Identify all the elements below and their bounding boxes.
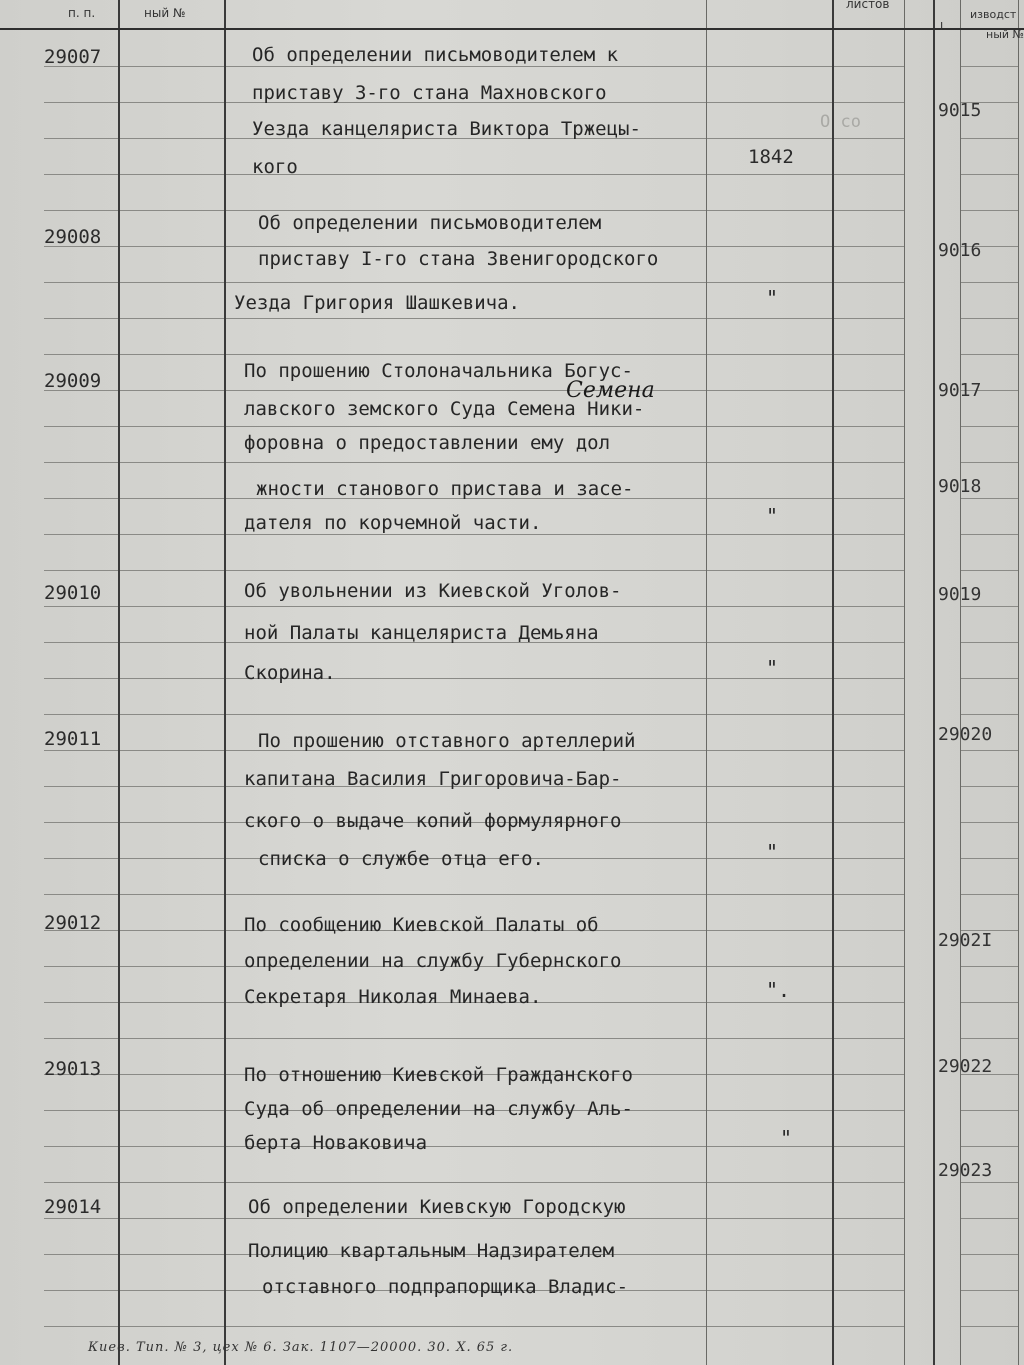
ruled-line bbox=[118, 174, 224, 175]
ruled-line bbox=[224, 894, 706, 895]
ruled-line bbox=[832, 642, 904, 643]
entry-line: приставу 3-го стана Махновского bbox=[252, 82, 607, 104]
ruled-line bbox=[224, 534, 706, 535]
ruled-line bbox=[224, 426, 706, 427]
ruled-line bbox=[960, 570, 1018, 571]
entry-number: 29012 bbox=[44, 912, 102, 934]
ruled-line bbox=[44, 1326, 118, 1327]
ruled-line bbox=[44, 426, 118, 427]
ruled-line bbox=[832, 102, 904, 103]
ruled-line bbox=[44, 210, 118, 211]
entry-number: 29009 bbox=[44, 370, 102, 392]
ruled-line bbox=[706, 354, 832, 355]
ruled-line bbox=[224, 714, 706, 715]
ruled-line bbox=[44, 174, 118, 175]
ruled-line bbox=[118, 426, 224, 427]
ruled-line bbox=[706, 606, 832, 607]
ruled-line bbox=[960, 642, 1018, 643]
ruled-line bbox=[118, 822, 224, 823]
ruled-line bbox=[118, 282, 224, 283]
ruled-line bbox=[44, 642, 118, 643]
ruled-line bbox=[960, 66, 1018, 67]
handwritten-correction: Семена bbox=[566, 378, 655, 403]
ruled-line bbox=[706, 390, 832, 391]
ruled-line bbox=[44, 282, 118, 283]
ruled-line bbox=[706, 1254, 832, 1255]
ruled-line bbox=[832, 858, 904, 859]
right-number: 9016 bbox=[938, 240, 982, 261]
entry-line: капитана Василия Григоровича-Бар- bbox=[244, 768, 622, 790]
ruled-line bbox=[118, 102, 224, 103]
bleed-text: О со bbox=[820, 112, 861, 132]
entry-line: По прошению Столоначальника Богус- bbox=[244, 360, 633, 382]
right-number: 9019 bbox=[938, 584, 982, 605]
ruled-line bbox=[960, 678, 1018, 679]
entry-line: По сообщению Киевской Палаты об bbox=[244, 914, 599, 936]
entry-line: Суда об определении на службу Аль- bbox=[244, 1098, 633, 1120]
entry-line: форовна о предоставлении ему дол bbox=[244, 432, 611, 454]
ruled-line bbox=[118, 498, 224, 499]
ruled-line bbox=[118, 210, 224, 211]
ruled-line bbox=[832, 282, 904, 283]
entry-line: ского о выдаче копий формулярного bbox=[244, 810, 622, 832]
ruled-line bbox=[706, 426, 832, 427]
ruled-line bbox=[706, 822, 832, 823]
ruled-line bbox=[960, 822, 1018, 823]
ruled-line bbox=[960, 1254, 1018, 1255]
ruled-line bbox=[44, 894, 118, 895]
ruled-line bbox=[960, 858, 1018, 859]
ruled-line bbox=[44, 354, 118, 355]
ruled-line bbox=[118, 606, 224, 607]
ruled-line bbox=[832, 894, 904, 895]
ruled-line bbox=[118, 534, 224, 535]
ruled-line bbox=[706, 102, 832, 103]
ditto-mark: " bbox=[766, 840, 779, 864]
ruled-line bbox=[44, 678, 118, 679]
entry-line: дателя по корчемной части. bbox=[244, 512, 542, 534]
ruled-line bbox=[118, 786, 224, 787]
entry-line: жности станового пристава и засе- bbox=[256, 478, 634, 500]
ruled-line bbox=[706, 1146, 832, 1147]
ruled-line bbox=[44, 462, 118, 463]
ruled-line bbox=[960, 282, 1018, 283]
ruled-line bbox=[832, 678, 904, 679]
ruled-line bbox=[832, 1002, 904, 1003]
ruled-line bbox=[44, 1002, 118, 1003]
ruled-line bbox=[960, 462, 1018, 463]
entry-year: 1842 bbox=[748, 146, 794, 168]
ruled-line bbox=[832, 246, 904, 247]
ruled-line bbox=[118, 1254, 224, 1255]
right-number: 29023 bbox=[938, 1160, 993, 1181]
ruled-line bbox=[44, 1182, 118, 1183]
ruled-line bbox=[706, 534, 832, 535]
ruled-line bbox=[832, 426, 904, 427]
ruled-line bbox=[118, 1182, 224, 1183]
ruled-line bbox=[706, 1290, 832, 1291]
ruled-line bbox=[706, 318, 832, 319]
header-right2a: изводст bbox=[970, 8, 1017, 21]
ruled-line bbox=[832, 714, 904, 715]
ruled-line bbox=[706, 642, 832, 643]
right-number: 9018 bbox=[938, 476, 982, 497]
ruled-line bbox=[706, 1038, 832, 1039]
header-rule bbox=[0, 28, 1024, 30]
entry-line: приставу I-го стана Звенигородского bbox=[258, 248, 659, 270]
entry-line: Секретаря Николая Минаева. bbox=[244, 986, 542, 1008]
ruled-line bbox=[118, 462, 224, 463]
ruled-line bbox=[832, 786, 904, 787]
ruled-line bbox=[224, 246, 706, 247]
ruled-line bbox=[224, 354, 706, 355]
ruled-line bbox=[706, 66, 832, 67]
ruled-line bbox=[832, 1290, 904, 1291]
ruled-line bbox=[224, 1182, 706, 1183]
ruled-line bbox=[832, 66, 904, 67]
ruled-line bbox=[118, 246, 224, 247]
ruled-line bbox=[44, 822, 118, 823]
ruled-line bbox=[118, 858, 224, 859]
ruled-line bbox=[706, 210, 832, 211]
ditto-mark: ". bbox=[766, 978, 791, 1002]
ditto-mark: " bbox=[780, 1126, 793, 1150]
ruled-line bbox=[960, 174, 1018, 175]
ruled-line bbox=[960, 750, 1018, 751]
ruled-line bbox=[960, 606, 1018, 607]
ruled-line bbox=[118, 642, 224, 643]
ruled-line bbox=[118, 1002, 224, 1003]
ruled-line bbox=[832, 930, 904, 931]
ruled-line bbox=[44, 1218, 118, 1219]
right-number: 9017 bbox=[938, 380, 982, 401]
ruled-line bbox=[960, 210, 1018, 211]
ruled-line bbox=[224, 66, 706, 67]
entry-line: Полицию квартальным Надзирателем bbox=[248, 1240, 615, 1262]
ruled-line bbox=[706, 1074, 832, 1075]
ruled-line bbox=[44, 606, 118, 607]
ruled-line bbox=[960, 318, 1018, 319]
entry-line: списка о службе отца его. bbox=[258, 848, 544, 870]
ruled-line bbox=[224, 318, 706, 319]
header-reg-number: ный № bbox=[144, 6, 186, 20]
ruled-line bbox=[118, 1038, 224, 1039]
ruled-line bbox=[118, 1074, 224, 1075]
ruled-line bbox=[44, 750, 118, 751]
ruled-line bbox=[706, 570, 832, 571]
ruled-line bbox=[960, 1146, 1018, 1147]
ruled-line bbox=[224, 210, 706, 211]
ruled-line bbox=[118, 354, 224, 355]
ruled-line bbox=[960, 1182, 1018, 1183]
ruled-line bbox=[960, 966, 1018, 967]
entry-number: 29007 bbox=[44, 46, 102, 68]
ruled-line bbox=[960, 1290, 1018, 1291]
entry-line: лавского земского Суда Семена Ники- bbox=[244, 398, 645, 420]
entry-line: Об увольнении из Киевской Уголов- bbox=[244, 580, 622, 602]
ruled-line bbox=[832, 1254, 904, 1255]
right-number: 9015 bbox=[938, 100, 982, 121]
ruled-line bbox=[118, 1110, 224, 1111]
ruled-line bbox=[960, 1002, 1018, 1003]
ruled-line bbox=[44, 858, 118, 859]
entry-line: Об определении письмоводителем к bbox=[252, 44, 619, 66]
entry-line: Об определении письмоводителем bbox=[258, 212, 602, 234]
ruled-line bbox=[706, 498, 832, 499]
entry-line: отставного подпрапорщика Владис- bbox=[262, 1276, 629, 1298]
ruled-line bbox=[832, 138, 904, 139]
column-divider-4 bbox=[832, 0, 834, 1365]
ruled-line bbox=[118, 66, 224, 67]
ruled-line bbox=[960, 498, 1018, 499]
ruled-line bbox=[706, 1218, 832, 1219]
column-divider-6 bbox=[933, 0, 935, 1365]
ruled-line bbox=[224, 1038, 706, 1039]
ruled-line bbox=[960, 894, 1018, 895]
right-number: 29020 bbox=[938, 724, 993, 745]
entry-line: определении на службу Губернского bbox=[244, 950, 622, 972]
ruled-line bbox=[44, 786, 118, 787]
ruled-line bbox=[832, 822, 904, 823]
entry-line: Скорина. bbox=[244, 662, 336, 684]
ruled-line bbox=[44, 534, 118, 535]
entry-line: Об определении Киевскую Городскую bbox=[248, 1196, 626, 1218]
ruled-line bbox=[706, 930, 832, 931]
ruled-line bbox=[960, 138, 1018, 139]
ruled-line bbox=[224, 1218, 706, 1219]
right-number: 29022 bbox=[938, 1056, 993, 1077]
ruled-line bbox=[44, 1110, 118, 1111]
ruled-line bbox=[960, 426, 1018, 427]
header-number: п. п. bbox=[68, 6, 96, 20]
ruled-line bbox=[832, 1038, 904, 1039]
entry-line: По прошению отставного артеллерий bbox=[258, 730, 636, 752]
ruled-line bbox=[960, 1218, 1018, 1219]
entry-number: 29011 bbox=[44, 728, 102, 750]
ruled-line bbox=[706, 894, 832, 895]
ruled-line bbox=[706, 1002, 832, 1003]
ruled-line bbox=[118, 966, 224, 967]
ruled-line bbox=[44, 1038, 118, 1039]
ruled-line bbox=[706, 282, 832, 283]
ruled-line bbox=[832, 390, 904, 391]
ruled-line bbox=[832, 750, 904, 751]
entry-line: По отношению Киевской Гражданского bbox=[244, 1064, 633, 1086]
entry-number: 29013 bbox=[44, 1058, 102, 1080]
column-divider-5 bbox=[904, 0, 905, 1365]
ruled-line bbox=[118, 390, 224, 391]
ditto-mark: " bbox=[766, 656, 779, 680]
ruled-line bbox=[44, 1146, 118, 1147]
ruled-line bbox=[44, 714, 118, 715]
ruled-line bbox=[706, 750, 832, 751]
ruled-line bbox=[832, 1074, 904, 1075]
header-sheets: листов bbox=[846, 0, 890, 11]
ruled-line bbox=[960, 534, 1018, 535]
ruled-line bbox=[44, 498, 118, 499]
ruled-line bbox=[118, 1146, 224, 1147]
ruled-line bbox=[224, 570, 706, 571]
ruled-line bbox=[224, 606, 706, 607]
ruled-line bbox=[44, 1290, 118, 1291]
entry-line: Уезда Григория Шашкевича. bbox=[234, 292, 520, 314]
ruled-line bbox=[832, 174, 904, 175]
ruled-line bbox=[832, 462, 904, 463]
ruled-line bbox=[706, 138, 832, 139]
entry-line: Уезда канцеляриста Виктора Тржецы- bbox=[252, 118, 641, 140]
ruled-line bbox=[832, 1146, 904, 1147]
entry-line: кого bbox=[252, 156, 298, 178]
ruled-line bbox=[224, 462, 706, 463]
ruled-line bbox=[44, 102, 118, 103]
entry-number: 29010 bbox=[44, 582, 102, 604]
ruled-line bbox=[224, 282, 706, 283]
ruled-line bbox=[118, 714, 224, 715]
ruled-line bbox=[44, 570, 118, 571]
ruled-line bbox=[118, 570, 224, 571]
ruled-line bbox=[44, 966, 118, 967]
ruled-line bbox=[706, 174, 832, 175]
ruled-line bbox=[706, 1326, 832, 1327]
ruled-line bbox=[832, 318, 904, 319]
ruled-line bbox=[960, 354, 1018, 355]
ditto-mark: " bbox=[766, 286, 779, 310]
column-divider-1 bbox=[118, 0, 120, 1365]
entry-line: берта Новаковича bbox=[244, 1132, 428, 1154]
ruled-line bbox=[706, 966, 832, 967]
ruled-line bbox=[832, 570, 904, 571]
entry-number: 29008 bbox=[44, 226, 102, 248]
header-right1: I. bbox=[940, 20, 947, 33]
ruled-line bbox=[706, 714, 832, 715]
ruled-line bbox=[706, 1182, 832, 1183]
ruled-line bbox=[118, 1326, 224, 1327]
ruled-line bbox=[832, 1326, 904, 1327]
ruled-line bbox=[118, 894, 224, 895]
ruled-line bbox=[960, 1326, 1018, 1327]
ruled-line bbox=[832, 1218, 904, 1219]
ruled-line bbox=[832, 498, 904, 499]
ruled-line bbox=[706, 786, 832, 787]
column-divider-2 bbox=[224, 0, 226, 1365]
right-number: 2902I bbox=[938, 930, 993, 951]
column-divider-3 bbox=[706, 0, 707, 1365]
ruled-line bbox=[960, 786, 1018, 787]
ruled-line bbox=[832, 1110, 904, 1111]
ruled-line bbox=[118, 678, 224, 679]
ruled-line bbox=[44, 318, 118, 319]
ruled-line bbox=[118, 318, 224, 319]
ruled-line bbox=[118, 930, 224, 931]
header-right2b: ный № bbox=[986, 28, 1024, 41]
ruled-line bbox=[118, 138, 224, 139]
ruled-line bbox=[44, 138, 118, 139]
ruled-line bbox=[832, 606, 904, 607]
ruled-line bbox=[706, 462, 832, 463]
entry-line: ной Палаты канцеляриста Демьяна bbox=[244, 622, 599, 644]
ruled-line bbox=[832, 966, 904, 967]
ruled-line bbox=[832, 210, 904, 211]
ruled-line bbox=[706, 246, 832, 247]
ruled-line bbox=[960, 1110, 1018, 1111]
ruled-line bbox=[44, 1254, 118, 1255]
ditto-mark: " bbox=[766, 504, 779, 528]
printer-footer: Киев. Тип. № 3, цех № 6. Зак. 1107—20000. 30. X. 65 г. bbox=[88, 1340, 514, 1355]
ruled-line bbox=[118, 1290, 224, 1291]
ruled-line bbox=[118, 1218, 224, 1219]
ruled-line bbox=[832, 1182, 904, 1183]
ruled-line bbox=[832, 354, 904, 355]
column-divider-8 bbox=[1018, 0, 1019, 1365]
ruled-line bbox=[706, 1110, 832, 1111]
ruled-line bbox=[118, 750, 224, 751]
ruled-line bbox=[224, 1326, 706, 1327]
ruled-line bbox=[960, 714, 1018, 715]
ruled-line bbox=[960, 1038, 1018, 1039]
entry-number: 29014 bbox=[44, 1196, 102, 1218]
ruled-line bbox=[832, 534, 904, 535]
